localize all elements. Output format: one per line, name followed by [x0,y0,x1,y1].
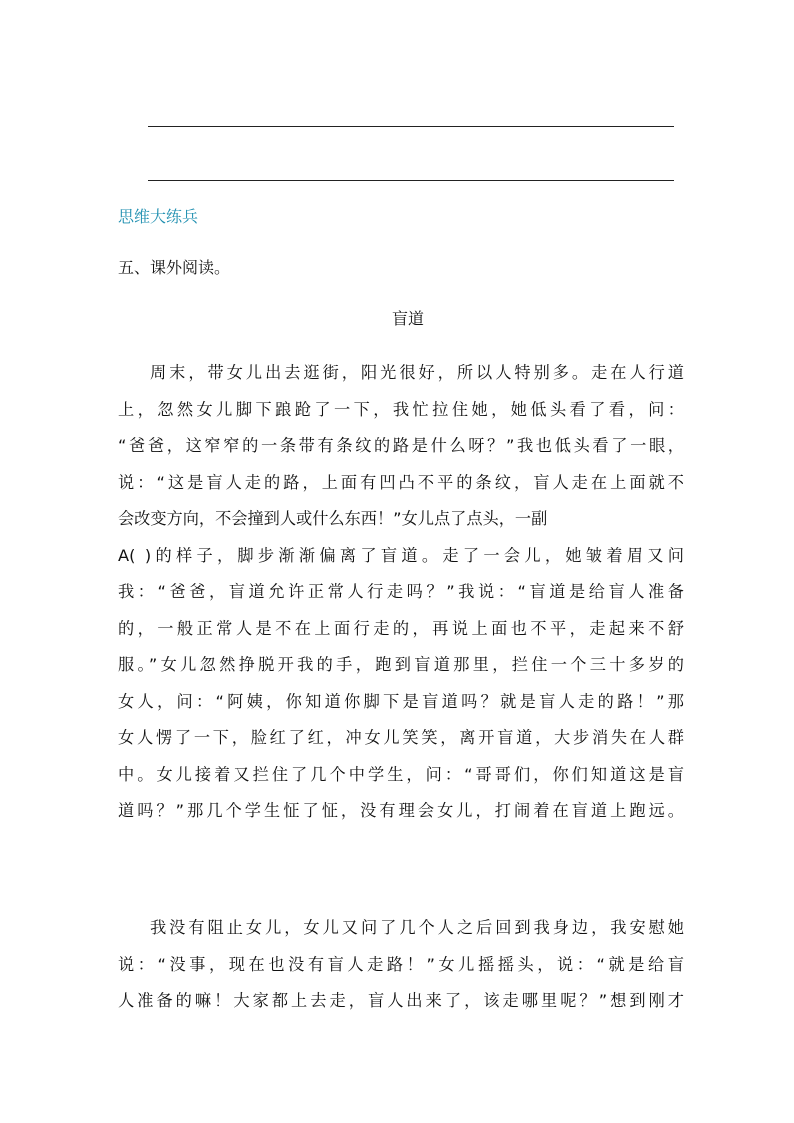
paragraph-line: 我：“爸爸，盲道允许正常人行走吗？”我说：“盲道是给盲人准备 [118,582,684,601]
section-heading: 思维大练兵 [118,207,199,226]
paragraph-line: 的，一般正常人是不在上面行走的，再说上面也不平，走起来不舒 [118,618,684,638]
paragraph-line: 说：“没事，现在也没有盲人走路！”女儿摇摇头，说：“就是给盲 [118,954,684,974]
paragraph-line: 人准备的嘛！大家都上去走，盲人出来了，该走哪里呢？”想到刚才 [118,991,684,1010]
paragraph-line: 中。女儿接着又拦住了几个中学生，问：“哥哥们，你们知道这是盲 [118,764,684,784]
paragraph-line: A( )的样子，脚步渐渐偏离了盲道。走了一会儿，她皱着眉又问 [118,545,684,565]
paragraph-line: 服。”女儿忽然挣脱开我的手，跑到盲道那里，拦住一个三十多岁的 [118,655,684,674]
answer-line-2 [148,180,674,181]
paragraph-line: 女人愣了一下，脸红了红，冲女儿笑笑，离开盲道，大步消失在人群 [118,728,684,747]
story-paragraph-1 [118,355,684,830]
story-paragraph-2 [118,910,684,1020]
paragraph-line: 会改变方向，不会撞到人或什么东西！”女儿点了点头，一副 [118,509,548,528]
paragraph-line: 周末，带女儿出去逛街，阳光很好，所以人特别多。走在人行道 [150,363,684,382]
question-heading: 五、课外阅读。 [118,258,231,277]
story-title: 盲道 [391,309,424,328]
paragraph-line: 道吗？”那几个学生怔了怔，没有理会女儿，打闹着在盲道上跑远。 [118,801,684,820]
paragraph-line: 我没有阻止女儿，女儿又问了几个人之后回到我身边，我安慰她 [150,918,684,937]
paragraph-line: 女人，问：“阿姨，你知道你脚下是盲道吗？就是盲人走的路！”那 [118,691,684,711]
paragraph-line: “爸爸，这窄窄的一条带有条纹的路是什么呀？”我也低头看了一眼， [118,436,684,455]
paragraph-line: 说：“这是盲人走的路，上面有凹凸不平的条纹，盲人走在上面就不 [118,472,684,492]
paragraph-line: 上，忽然女儿脚下踉跄了一下，我忙拉住她，她低头看了看，问： [118,399,684,419]
answer-line-1 [148,126,674,127]
